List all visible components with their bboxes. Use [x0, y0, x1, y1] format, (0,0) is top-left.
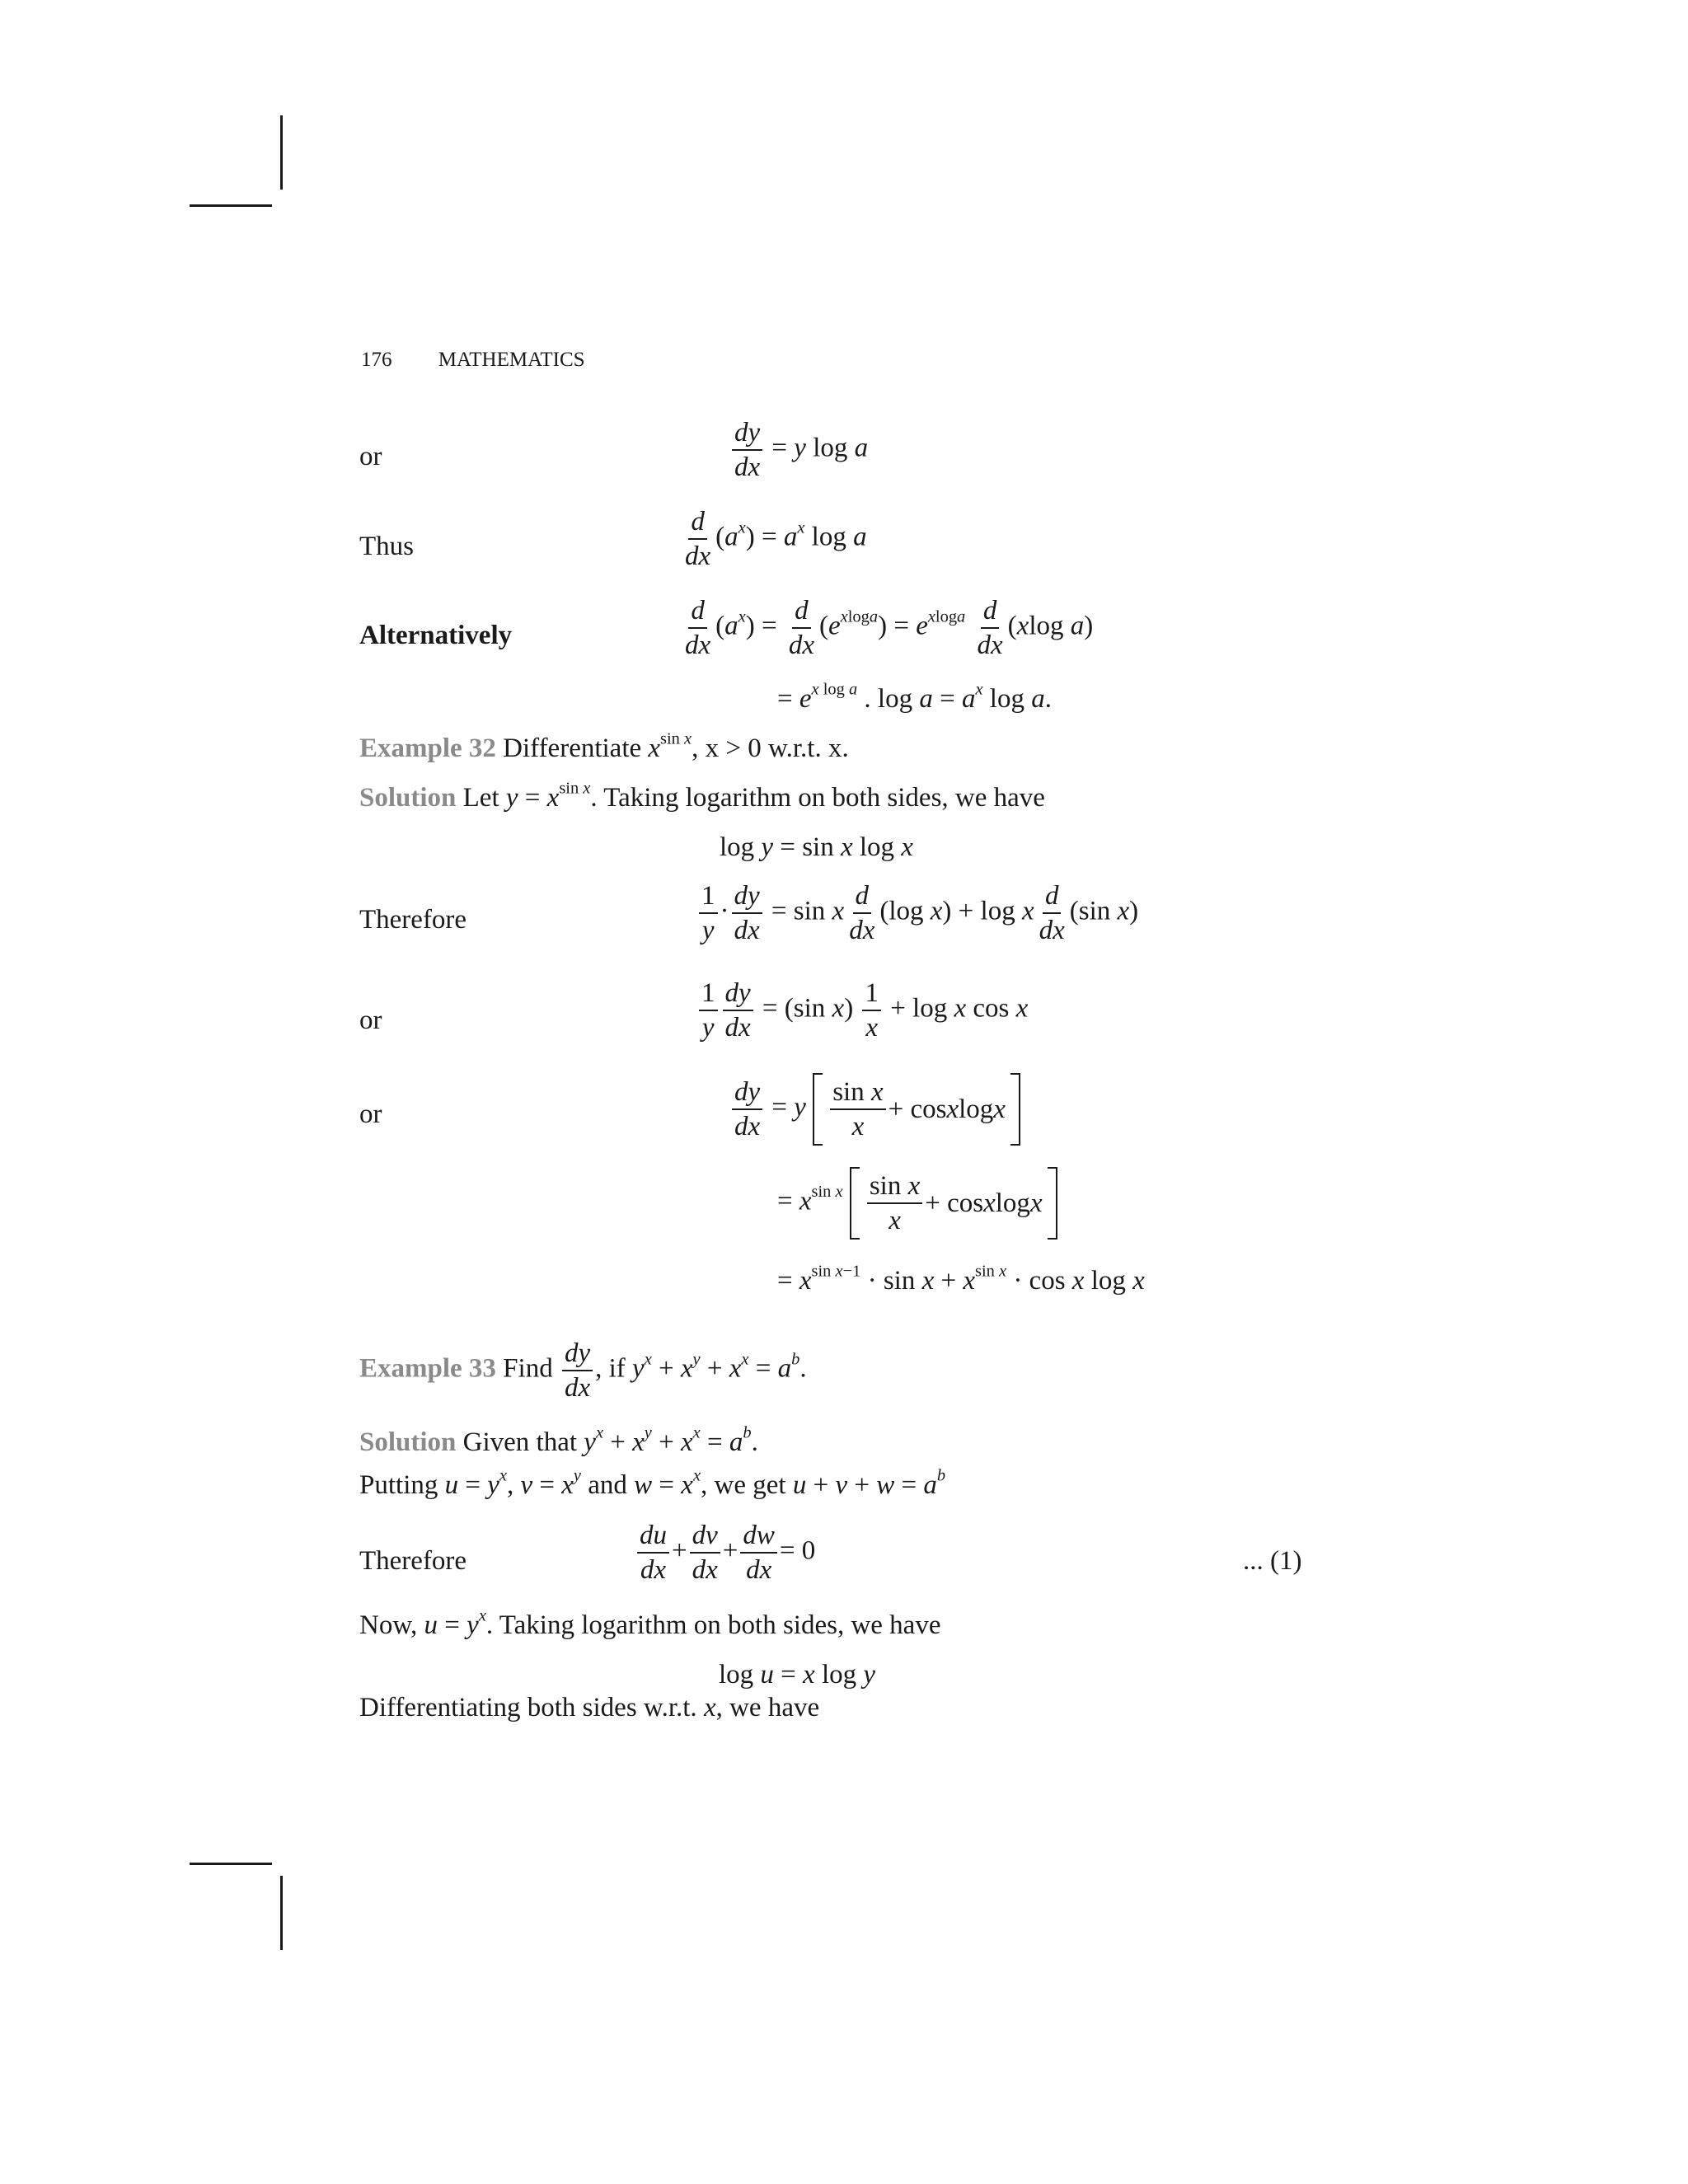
solution-33-title: Solution — [359, 1427, 457, 1457]
equation-final-32: = $x^{sin x-1} \cdot \sin x + x^{sin x} \cdot \cos x$ log x — [777, 1262, 1145, 1296]
label-alternatively: Alternatively — [359, 621, 513, 650]
crop-mark-bottom-horizontal — [190, 1863, 272, 1865]
header-subject: MATHEMATICS — [438, 349, 585, 371]
label-or-3: or — [359, 1099, 382, 1129]
putting-line: Putting $u = y^x$, $v = x^y$ and $w = x^x$, we get $u + v + w = a^b$ — [359, 1466, 946, 1500]
example-33: Example 33 Find $\frac{dy}{dx}$ , if $y^x + x^y + x^x = a^b$. — [359, 1338, 807, 1403]
label-therefore: Therefore — [359, 905, 467, 935]
solution-32-title: Solution — [359, 783, 457, 813]
example-33-find: Find — [503, 1353, 553, 1384]
equation-dydx-bracket: $\frac{dy}{dx}$ = y sin x x + cos x log x — [729, 1073, 1020, 1146]
equation-dydx-ylog: $\frac{dy}{dx}$ = y log a — [729, 419, 868, 481]
equation-sum-derivatives: $\frac{du}{dx}$ + $\frac{dv}{dx}$ + $\frac{dw}{dx}$ = 0 — [635, 1521, 815, 1584]
equation-alternative-cont: = $e^{x log a}$ . $\log a = a^x$ log a. — [777, 680, 1052, 714]
differentiating-line: Differentiating both sides w.r.t. x, we have — [359, 1693, 820, 1722]
solution-33: Solution Given that $y^x + x^y + x^x = a^b$. — [359, 1423, 758, 1457]
page-number: 176 — [361, 349, 392, 371]
example-32-text: Differentiate — [503, 733, 642, 763]
example-32-condition: , x > 0 w.r.t. x. — [692, 733, 849, 763]
equation-log-u: log u = x log y — [719, 1660, 876, 1690]
example-32-title: Example 32 — [359, 733, 496, 763]
equation-product-rule: $\frac{1}{y}$ · $\frac{dy}{dx}$ = sin x $\frac{d}{dx}$ (log x) + log x $\frac{d}{dx}$ (sin x) — [696, 882, 1138, 944]
page-header — [361, 349, 585, 370]
label-therefore-2: Therefore — [359, 1546, 467, 1576]
crop-mark-top-vertical — [280, 115, 283, 190]
solution-32: Solution Let $y = x^{sin x}$. Taking logarithm on both sides, we have — [359, 779, 1045, 813]
example-32: Example 32 Differentiate $x^{sin x}$, x > 0 w.r.t. x. — [359, 729, 849, 763]
equation-x-sinx-bracket: = $x^{sin x}$ sin x x + cos x log x — [777, 1167, 1057, 1240]
solution-32-text: Taking logarithm on both sides, we have — [603, 783, 1045, 813]
crop-mark-bottom-vertical — [280, 1876, 283, 1950]
equation-derivative-ax: $\frac{d}{dx}$ $(a^x) = a^x$ log a — [685, 507, 867, 571]
equation-number: ... (1) — [1243, 1546, 1302, 1576]
solution-33-given: Given that — [462, 1427, 578, 1457]
label-thus: Thus — [359, 532, 414, 561]
now-line: Now, $u = y^x$. Taking logarithm on both sides, we have — [359, 1606, 941, 1640]
label-or: or — [359, 442, 382, 471]
crop-mark-top-horizontal — [190, 204, 272, 207]
label-or-2: or — [359, 1005, 382, 1035]
equation-log-y: log y = sin x log x — [720, 832, 913, 862]
equation-alternative: $\frac{d}{dx}$ $(a^x)$ = $\frac{d}{dx}$ $(e^{xloga}) = e^{xloga}$ $\frac{d}{dx}$ (xlog a) — [685, 596, 1094, 660]
example-33-title: Example 33 — [359, 1353, 496, 1384]
equation-simplified: $\frac{1}{y}$ $\frac{dy}{dx}$ = (sin x) $\frac{1}{x}$ + log x cos x — [696, 979, 1028, 1042]
